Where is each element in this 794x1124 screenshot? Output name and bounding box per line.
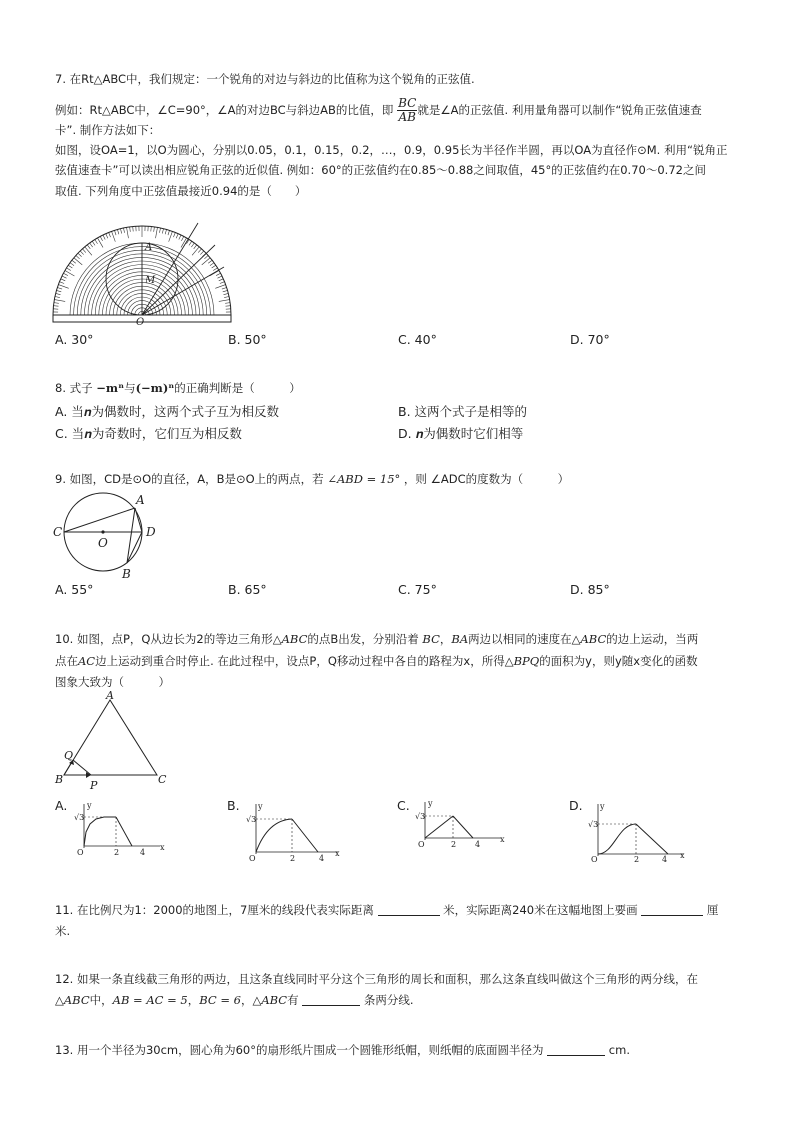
q7-line2b: 就是∠A的正弦值. 利用量角器可以制作“锐角正弦值速查	[417, 103, 702, 117]
protractor-tick	[181, 236, 183, 240]
q8-option-a[interactable]: A. 当𝒏为偶数时，这两个式子互为相反数	[55, 404, 279, 419]
q12-eq1: AB = AC = 5	[112, 993, 188, 1007]
q10-option-d[interactable]: D.	[569, 798, 583, 813]
q10-line1b: 的点B出发，分别沿着	[307, 632, 419, 646]
protractor-tick	[78, 253, 82, 256]
protractor-tick	[76, 255, 80, 258]
q9-expr: ∠ABD = 15°	[327, 472, 401, 486]
origin-label: O	[418, 840, 425, 849]
protractor-tick	[189, 241, 192, 245]
q7-line2	[55, 97, 702, 124]
protractor-tick	[80, 251, 83, 255]
protractor-tick	[53, 306, 58, 307]
protractor-tick	[179, 235, 181, 239]
q10-line1a: 10. 如图，点P，Q从边长为2的等边三角形△	[55, 632, 282, 646]
protractor-tick	[225, 303, 230, 304]
q10-line3: 图象大致为（ ）	[55, 675, 170, 689]
x-axis-label: x	[160, 843, 165, 852]
q7-option-a[interactable]: A. 30°	[55, 332, 94, 347]
protractor-tick	[87, 245, 90, 249]
protractor-tick	[212, 265, 216, 268]
protractor-tick	[130, 227, 131, 232]
q13-line1b: cm.	[608, 1043, 630, 1057]
label-C: C	[53, 525, 63, 539]
x-axis-label: x	[680, 851, 685, 860]
x-tick-4: 4	[319, 854, 325, 862]
q13-line1a: 13. 用一个半径为30cm，圆心角为60°的扇形纸片围成一个圆锥形纸帽，则纸帽的底面圆半径为	[55, 1043, 544, 1057]
protractor-tick	[70, 263, 74, 266]
origin-label: O	[77, 848, 84, 856]
protractor-tick	[192, 247, 199, 255]
q8-option-d[interactable]: D. 𝒏为偶数时它们相等	[398, 426, 524, 441]
x-tick-2: 2	[634, 855, 640, 862]
q10-abc2: ABC	[580, 632, 607, 646]
protractor-tick	[92, 241, 95, 245]
graph-d[interactable]	[588, 800, 688, 862]
q8-expr1: −mⁿ	[96, 381, 125, 395]
q12-l2d: ，△	[240, 993, 262, 1007]
protractor-tick	[219, 300, 230, 302]
protractor-tick	[222, 287, 227, 289]
protractor-tick	[63, 273, 67, 275]
x-axis-label: x	[335, 849, 340, 858]
fraction-denominator: AB	[398, 110, 416, 124]
q7-line3: 卡”. 制作方法如下：	[55, 123, 161, 137]
protractor-tick	[200, 251, 203, 255]
q10-bpq: BPQ	[513, 654, 540, 668]
answer-blank[interactable]	[302, 1005, 360, 1006]
answer-blank[interactable]	[641, 915, 703, 916]
protractor-tick	[210, 271, 220, 277]
protractor-tick	[114, 230, 116, 235]
q7-line1: 7. 在Rt△ABC中，我们规定：一个锐角的对边与斜边的比值称为这个锐角的正弦值.	[55, 72, 475, 86]
q12-l2a: △	[55, 993, 64, 1007]
label-O: O	[98, 536, 108, 550]
q10-line2c: 的面积为y，则y随x变化的函数	[539, 654, 698, 668]
protractor-tick	[112, 231, 116, 241]
q10-abc: ABC	[281, 632, 308, 646]
y-axis-label: y	[258, 802, 263, 811]
q7-line2a: 例如：Rt△ABC中，∠C=90°，∠A的对边BC与斜边AB的比值，即	[55, 103, 394, 117]
x-axis-label: x	[500, 835, 505, 844]
protractor-tick	[194, 245, 197, 249]
protractor-tick	[216, 273, 220, 275]
q7-option-c[interactable]: C. 40°	[398, 332, 437, 347]
q7-line5: 弦值速查卡”可以读出相应锐角正弦的近似值. 例如：60°的正弦值约在0.85～0.88之间取值，45°的正弦值约在0.70～0.72之间	[55, 163, 706, 177]
graph-b[interactable]	[246, 800, 346, 862]
x-tick-2: 2	[451, 840, 457, 849]
q9-option-b[interactable]: B. 65°	[228, 582, 267, 597]
protractor-tick	[57, 287, 62, 289]
x-tick-2: 2	[290, 854, 296, 862]
sqrt3-label: √3	[415, 812, 426, 821]
protractor-tick	[90, 243, 93, 247]
q8-stem-c: 的正确判断是（ ）	[174, 381, 301, 395]
circle-figure	[50, 488, 165, 583]
fraction-numerator: BC	[398, 96, 417, 110]
label-A: A	[136, 493, 145, 507]
answer-blank[interactable]	[547, 1055, 605, 1056]
answer-blank[interactable]	[378, 915, 440, 916]
label-B: B	[55, 773, 64, 786]
q10-ba: BA	[451, 632, 469, 646]
protractor-tick	[220, 282, 225, 284]
q10-line2a: 点在	[55, 654, 78, 668]
protractor-tick	[67, 268, 71, 271]
protractor-tick	[85, 247, 92, 255]
q12-line2	[55, 993, 414, 1007]
q11-line1a: 11. 在比例尺为1：2000的地图上，7厘米的线段代表实际距离	[55, 903, 374, 917]
protractor-tick	[217, 276, 221, 278]
protractor-tick	[65, 271, 75, 277]
q11-line1	[55, 903, 718, 917]
label-D: D	[146, 525, 156, 539]
q10-line2	[55, 654, 698, 668]
protractor-tick	[56, 293, 61, 294]
q10-line1	[55, 632, 698, 646]
q9-option-c[interactable]: C. 75°	[398, 582, 437, 597]
q10-option-a[interactable]: A.	[55, 798, 68, 813]
label-M: M	[145, 275, 156, 286]
protractor-tick	[54, 303, 59, 304]
q13-line1	[55, 1043, 630, 1057]
protractor-tick	[127, 227, 129, 238]
protractor-tick	[61, 279, 66, 281]
q8-stem	[55, 381, 301, 395]
protractor-tick	[162, 229, 163, 234]
protractor-tick	[56, 290, 61, 291]
protractor-tick	[98, 238, 104, 248]
q10-ac: AC	[78, 654, 96, 668]
q10-option-c[interactable]: C.	[397, 798, 410, 813]
label-Q: Q	[64, 749, 74, 762]
protractor-tick	[210, 263, 214, 266]
protractor-tick	[68, 265, 72, 268]
q7-line4: 如图，设OA=1，以O为圆心，分别以0.05，0.1，0.15，0.2，…，0.9，0.95长为半径作半圆，再以OA为直径作⊙M. 利用“锐角正	[55, 143, 728, 157]
q9-stem-b: ，则 ∠ADC的度数为（ ）	[403, 472, 570, 486]
y-axis-label: y	[600, 802, 605, 811]
q8-stem-a: 8. 式子	[55, 381, 93, 395]
protractor-tick	[100, 236, 102, 240]
q9-option-d[interactable]: D. 85°	[570, 582, 610, 597]
q12-l2c: ，	[187, 993, 200, 1007]
protractor-tick	[74, 258, 82, 265]
label-C: C	[158, 773, 167, 786]
x-tick-2: 2	[114, 848, 120, 856]
protractor-tick	[224, 296, 229, 297]
q11-line1b: 米，实际距离240米在这幅地图上要画	[443, 903, 638, 917]
q12-l2f: 条两分线.	[363, 993, 414, 1007]
q12-l2e: 有	[287, 993, 299, 1007]
protractor-tick	[213, 268, 217, 271]
protractor-tick	[54, 300, 65, 302]
label-O: O	[136, 317, 145, 327]
label-A: A	[145, 242, 153, 253]
q10-comma: ，	[439, 632, 452, 646]
q12-l2b: 中，	[89, 993, 113, 1007]
protractor-tick	[215, 285, 225, 289]
protractor-tick	[72, 260, 76, 263]
q10-line1d: 的边上运动，当两	[606, 632, 699, 646]
q12-line1: 12. 如果一条直线截三角形的两边，且这条直线同时平分这个三角形的周长和面积，那么这条直线叫做这个三角形的两分线，在	[55, 972, 698, 986]
origin-label: O	[249, 854, 256, 862]
protractor-tick	[82, 249, 85, 253]
protractor-tick	[168, 230, 170, 235]
protractor-tick	[156, 227, 158, 238]
y-axis-label: y	[87, 801, 92, 810]
q7-option-d[interactable]: D. 70°	[570, 332, 610, 347]
sqrt3-label: √3	[74, 813, 85, 822]
protractor-tick	[173, 232, 175, 237]
protractor-tick	[154, 227, 155, 232]
x-tick-4: 4	[475, 840, 481, 849]
protractor-tick	[165, 229, 166, 234]
protractor-tick	[202, 258, 210, 265]
sqrt3-label: √3	[246, 815, 257, 824]
q10-option-b[interactable]: B.	[227, 798, 240, 813]
q8-option-c[interactable]: C. 当𝒏为奇数时，它们互为相反数	[55, 426, 242, 441]
q8-stem-b: 与	[124, 381, 136, 395]
protractor-tick	[226, 306, 231, 307]
q9-option-a[interactable]: A. 55°	[55, 582, 94, 597]
q10-bc: BC	[422, 632, 440, 646]
q9-stem-a: 9. 如图，CD是⊙O的直径，A，B是⊙O上的两点，若	[55, 472, 324, 486]
protractor-tick	[169, 231, 173, 241]
protractor-tick	[224, 293, 229, 294]
protractor-tick	[123, 228, 124, 233]
graph-c[interactable]	[415, 798, 507, 850]
protractor-tick	[198, 249, 201, 253]
q7-fraction	[397, 97, 417, 124]
protractor-figure	[48, 205, 238, 327]
q8-expr2: (−m)ⁿ	[135, 381, 175, 395]
protractor-tick	[176, 234, 178, 239]
q7-option-b[interactable]: B. 50°	[228, 332, 267, 347]
q12-abc2: ABC	[261, 993, 288, 1007]
x-tick-4: 4	[662, 855, 668, 862]
protractor-tick	[106, 234, 108, 239]
q12-eq2: BC = 6	[199, 993, 241, 1007]
q11-line1c: 厘	[706, 903, 719, 917]
protractor-tick	[120, 229, 121, 234]
y-axis-label: y	[428, 799, 433, 808]
q10-line1c: 两边以相同的速度在△	[468, 632, 581, 646]
protractor-tick	[59, 282, 64, 284]
protractor-tick	[204, 255, 208, 258]
q9-stem	[55, 472, 569, 486]
label-P: P	[90, 779, 98, 792]
protractor-tick	[109, 232, 111, 237]
origin-label: O	[591, 855, 598, 862]
label-B: B	[122, 567, 131, 581]
protractor-tick	[62, 276, 66, 278]
graph-a[interactable]	[74, 800, 166, 856]
protractor-tick	[219, 279, 224, 281]
q7-line6: 取值. 下列角度中正弦值最接近0.94的是（ ）	[55, 184, 307, 198]
protractor-tick	[133, 226, 134, 231]
protractor-tick	[151, 226, 152, 231]
q11-line2: 米.	[55, 924, 71, 938]
label-A: A	[106, 690, 114, 702]
sqrt3-label: √3	[588, 820, 599, 829]
protractor-tick	[95, 240, 98, 244]
protractor-tick	[55, 296, 60, 297]
protractor-tick	[58, 285, 68, 289]
protractor-tick	[208, 260, 212, 263]
q8-option-b[interactable]: B. 这两个式子是相等的	[398, 404, 528, 419]
protractor-tick	[191, 243, 194, 247]
protractor-tick	[223, 290, 228, 291]
protractor-tick	[159, 228, 160, 233]
protractor-tick	[103, 235, 105, 239]
protractor-tick	[117, 229, 118, 234]
q12-abc: ABC	[63, 993, 90, 1007]
x-tick-4: 4	[140, 848, 146, 856]
triangle-figure	[50, 690, 175, 793]
q10-line2b: 边上运动到重合时停止. 在此过程中，设点P，Q移动过程中各自的路程为x，所得△	[95, 654, 514, 668]
